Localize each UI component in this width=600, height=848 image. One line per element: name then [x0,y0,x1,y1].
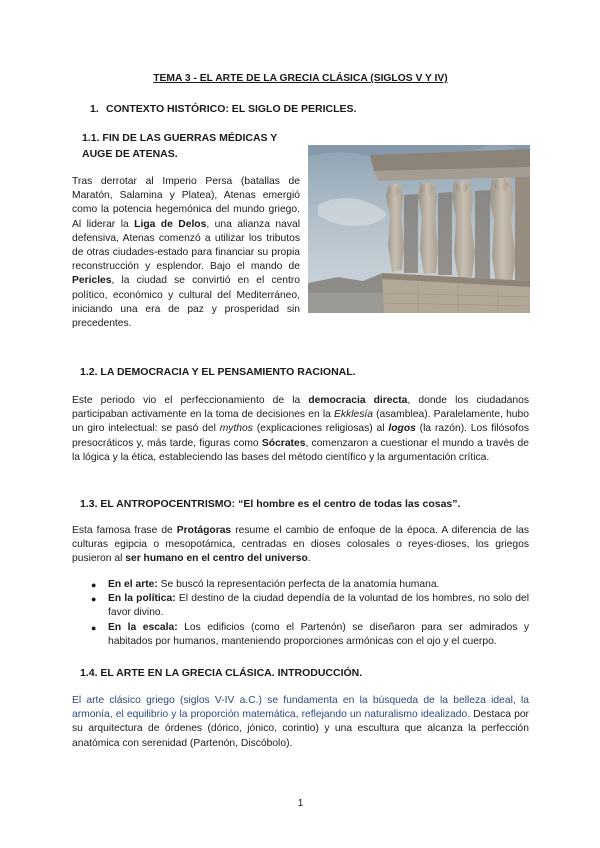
text-run: Este periodo vio el perfeccionamiento de la [72,395,309,406]
city-ground [308,293,393,313]
list-item-label: En la escala: [108,621,178,633]
section-1-label: CONTEXTO HISTÓRICO: EL SIGLO DE PERICLES. [106,103,357,115]
text-run: Esta famosa frase de [72,525,177,536]
bold-run: democracia directa [308,395,408,406]
bold-run: Protágoras [176,525,232,536]
bold-run: ser humano en el centro del universo [125,553,308,565]
section-1-1-heading: 1.1. FIN DE LAS GUERRAS MÉDICAS Y AUGE DE ATENAS. [82,132,278,160]
text-run: , donde los ciudadanos participaban activamente en la toma de decisiones en la [72,395,529,421]
back-wall [438,192,452,275]
bold-run: Sócrates [261,437,306,449]
bold-run: Pericles [72,275,112,287]
antropocentrismo-list [86,578,529,649]
back-wall [404,194,418,273]
page-number: 1 [297,798,304,809]
text-run: (la razón). Los filósofos presocráticos y, más tarde, figuras como [72,423,529,449]
bold-run: Liga de Delos [134,218,207,230]
bullet-icon: ● [91,622,97,633]
section-1-4-paragraph [72,694,529,751]
text-run: resume el cambio de enfoque de la época. A diferencia de las culturas egipcia o mesopotámica, centradas en dioses colosales o reyes-dioses, los griegos pusieron al [72,525,529,565]
list-item [86,592,529,620]
text-run: Destaca por su arquitectura de órdenes (dórico, jónico, corintio) y una escultura que alcanza la perfección anatómica con serenidad (Partenón, Discóbolo). [72,709,529,749]
list-item [86,621,529,649]
section-1-2-heading: 1.2. LA DEMOCRACIA Y EL PENSAMIENTO RACIONAL. [80,366,356,378]
list-item-text: Los edificios (como el Partenón) se diseñaron para ser admirados y habitados por humanos, manteniendo proporciones armónicas con el ojo y el cuerpo. [108,621,530,647]
highlighted-run: El arte clásico griego (siglos V-IV a.C.) se fundamenta en la búsqueda de la belleza ideal, la armonía, el equilibrio y la proporción matemática, reflejando un naturalismo idealizado. [72,695,529,721]
document-page [72,0,529,848]
caryatids-photo [308,145,530,313]
section-1-number: 1. [90,103,99,115]
text-run: Tras derrotar al Imperio Persa (batallas de Maratón, Salamina y Platea), Atenas emergió como la potencia hegemónica del mundo griego. Al liderar la [72,176,300,230]
list-item-text: Se buscó la representación perfecta de la anatomía humana. [157,579,440,590]
list-item-label: En el arte: [108,579,158,590]
side-wall [515,177,530,287]
text-run: , la ciudad se convirtió en el centro político, económico y cultural del Mediterráneo, iniciando una era de paz y prosperidad sin precedentes. [72,275,300,330]
bullet-icon: ● [91,580,97,590]
section-1-2-paragraph [72,394,529,465]
section-1-1-paragraph [72,175,300,331]
section-1-3-heading: 1.3. EL ANTROPOCENTRISMO: “El hombre es el centro de todas las cosas”. [80,498,461,510]
section-1-3-paragraph [72,524,529,567]
text-run: (explicaciones religiosas) al [252,423,389,435]
list-item [86,578,529,592]
italic-run: Ekklesía [334,409,373,421]
text-run: . [307,553,311,565]
bullet-icon: ● [91,594,97,605]
list-item-text: El destino de la ciudad dependía de la voluntad de los hombres, no solo del favor divino. [108,593,529,619]
section-1-4-heading: 1.4. EL ARTE EN LA GRECIA CLÁSICA. INTRODUCCIÓN. [80,667,363,679]
back-wall [475,190,490,279]
list-item-label: En la política: [108,593,176,605]
section-1-heading [90,102,356,116]
bold-italic-run: logos [388,423,416,435]
italic-run: mythos [219,423,253,435]
text-run: , una alianza naval defensiva, Atenas comenzó a utilizar los tributos de otras ciudades-estado para financiar su propia reconstrucción y esplendor. Bajo el mando de [72,218,300,273]
document-title: TEMA 3 - EL ARTE DE LA GRECIA CLÁSICA (SIGLOS V Y IV) [153,73,448,84]
text-run: , comenzaron a cuestionar el mundo a través de la lógica y la ética, estableciendo las bases del método científico y la argumentación crítica. [72,437,529,463]
text-run: (asamblea). Paralelamente, hubo un giro intelectual: se pasó del [72,409,529,435]
